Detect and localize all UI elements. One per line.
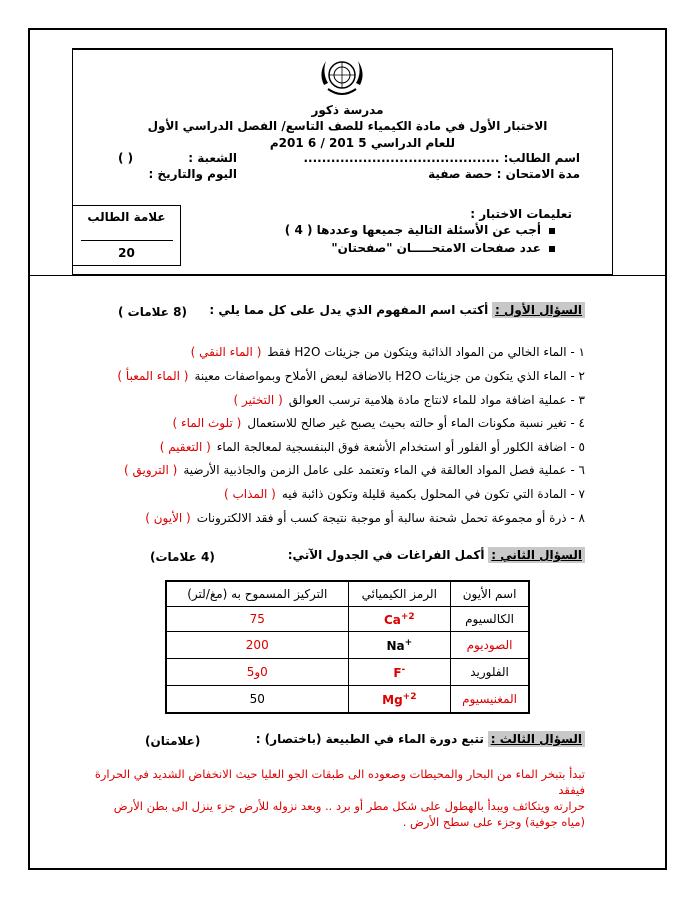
q1-item-text: ٢ - الماء الذي يتكون من جزيئات H2O بالاضافة لبعض الأملاح وبمواصفات معينة — [194, 369, 585, 383]
ion-symbol-cell — [348, 659, 451, 686]
q1-item-text: ٣ - عملية اضافة مواد للماء لانتاج مادة هلامية ترسب العوالق — [288, 393, 585, 407]
student-name-field: اسم الطالب: ........................................... — [303, 151, 580, 165]
q1-item-answer: ( الماء المعبأ ) — [117, 369, 189, 383]
ion-symbol-cell — [348, 632, 451, 659]
instruction-item-1: أجب عن الأسئلة التالية جميعها وعددها ( 4 ) — [285, 223, 555, 237]
ion-name-cell: المغنيسيوم — [451, 686, 529, 714]
table-row — [166, 686, 529, 714]
q1-item — [145, 511, 585, 525]
instruction-item-2: عدد صفحات الامتحـــــان "صفحتان" — [331, 241, 555, 255]
q3-prompt: تتبع دورة الماء في الطبيعة (باختصار) : — [255, 732, 484, 746]
section-label: الشعبة : — [188, 151, 237, 165]
q1-item-text: ٥ - اضافة الكلور أو الفلور أو استخدام الأشعة فوق البنفسجية لمعالجة الماء — [216, 440, 585, 454]
q1-item-answer: ( تلوث الماء ) — [172, 416, 242, 430]
table-row — [166, 607, 529, 632]
ion-name-cell: الصوديوم — [451, 632, 529, 659]
header-separator — [28, 275, 667, 276]
q3-heading — [256, 732, 585, 746]
day-date-label: اليوم والتاريخ : — [148, 167, 237, 181]
instructions-heading: تعليمات الاختبار : — [470, 207, 572, 221]
q1-item-text: ٦ - عملية فصل المواد العالقة في الماء وتعتمد على عامل الزمن والجاذبية الأرضية — [183, 463, 585, 477]
school-name: مدرسة ذكور — [311, 103, 384, 117]
q2-marks: (4 علامات) — [150, 550, 215, 564]
q2-label: السؤال الثاني : — [488, 547, 585, 563]
ion-name-cell: الفلوريد — [451, 659, 529, 686]
q3-answer — [70, 766, 585, 830]
q1-item — [160, 440, 585, 454]
q1-item — [117, 369, 585, 383]
q1-item-text: ٧ - المادة التي تكون في المحلول بكمية قليلة وتكون ذائبة فيه — [281, 487, 585, 501]
table-header-row — [166, 581, 529, 607]
ion-concentration-cell: 0و5 — [166, 659, 348, 686]
table-row — [166, 659, 529, 686]
q3-answer-line: تبدأ بتبخر الماء من البحار والمحيطات وصعوده الى طبقات الجو العليا حيث الانخفاض الشديد في الحرارة فيفقد — [94, 767, 585, 797]
ion-symbol: Ca — [383, 612, 401, 627]
q1-item-text: ٨ - ذرة أو مجموعة تحمل شحنة سالبة أو موجبة نتيجة كسب أو فقد الالكترونات — [196, 511, 585, 525]
ion-charge: +2 — [402, 691, 417, 702]
grade-total: 20 — [118, 246, 135, 260]
grade-box-label: علامة الطالب — [87, 210, 166, 224]
student-grade-box — [72, 205, 181, 266]
q1-prompt: أكتب اسم المفهوم الذي يدل على كل مما يلي : — [209, 303, 489, 317]
ion-charge: - — [401, 664, 406, 675]
table-row — [166, 632, 529, 659]
q3-marks: (علامتان) — [145, 734, 201, 748]
exam-title: الاختبار الأول في مادة الكيمياء للصف التاسع/ الفصل الدراسي الأول — [147, 119, 548, 133]
section-value: ( ) — [118, 151, 134, 165]
q1-label: السؤال الأول : — [492, 302, 585, 318]
q3-answer-line: (مياه جوفية) وجزء على سطح الأرض . — [402, 815, 585, 829]
ion-charge: + — [404, 637, 413, 648]
ions-table — [165, 580, 530, 714]
ion-symbol-cell — [348, 607, 451, 632]
q1-item — [224, 487, 585, 501]
ion-symbol-cell — [348, 686, 451, 714]
q1-item-answer: ( التعقيم ) — [159, 440, 211, 454]
q1-item-answer: ( المذاب ) — [223, 487, 276, 501]
un-emblem-logo — [314, 55, 370, 101]
ion-name-cell: الكالسيوم — [451, 607, 529, 632]
ion-charge: +2 — [400, 611, 415, 622]
bullet-icon — [549, 228, 555, 234]
ion-concentration-cell: 50 — [166, 686, 348, 714]
q1-item — [234, 393, 585, 407]
q1-item — [172, 416, 585, 430]
ion-concentration-cell: 200 — [166, 632, 348, 659]
header-concentration: التركيز المسموح به (مغ/لتر) — [166, 581, 348, 607]
q3-answer-line: حرارته ويتكاثف ويبدأ بالهطول على شكل مطر أو برد .. وبعد نزوله للأرض جزء ينزل الى بطن الأرض — [113, 799, 585, 813]
q2-heading — [288, 548, 585, 562]
academic-year: للعام الدراسي 5 201 / 6 201م — [269, 136, 455, 150]
ion-symbol: F — [393, 665, 402, 680]
q1-heading — [209, 303, 585, 317]
q1-item-answer: ( الماء النقي ) — [190, 345, 262, 359]
q1-item — [191, 345, 585, 359]
header-symbol: الرمز الكيميائي — [348, 581, 451, 607]
q1-item-text: ٤ - تغير نسبة مكونات الماء أو حالته بحيث يصبح غير صالح للاستعمال — [247, 416, 585, 430]
grade-box-line — [81, 240, 173, 241]
exam-duration: مدة الامتحان : حصة صفية — [428, 167, 580, 181]
q1-item-answer: ( التخثير ) — [233, 393, 283, 407]
ion-concentration-cell: 75 — [166, 607, 348, 632]
q3-label: السؤال الثالث : — [488, 731, 585, 747]
ion-symbol: Mg — [382, 692, 403, 707]
bullet-icon — [549, 246, 555, 252]
header-ion-name: اسم الأيون — [451, 581, 529, 607]
q1-marks: (8 علامات ) — [118, 305, 187, 319]
q1-item — [124, 463, 585, 477]
q1-item-text: ١ - الماء الخالي من المواد الذائبة ويتكون من جزيئات H2O فقط — [267, 345, 585, 359]
q1-item-answer: ( الترويق ) — [123, 463, 178, 477]
q2-prompt: أكمل الفراغات في الجدول الآتي: — [287, 548, 485, 562]
q1-item-answer: ( الأيون ) — [145, 511, 191, 525]
ion-symbol: Na — [386, 638, 405, 653]
